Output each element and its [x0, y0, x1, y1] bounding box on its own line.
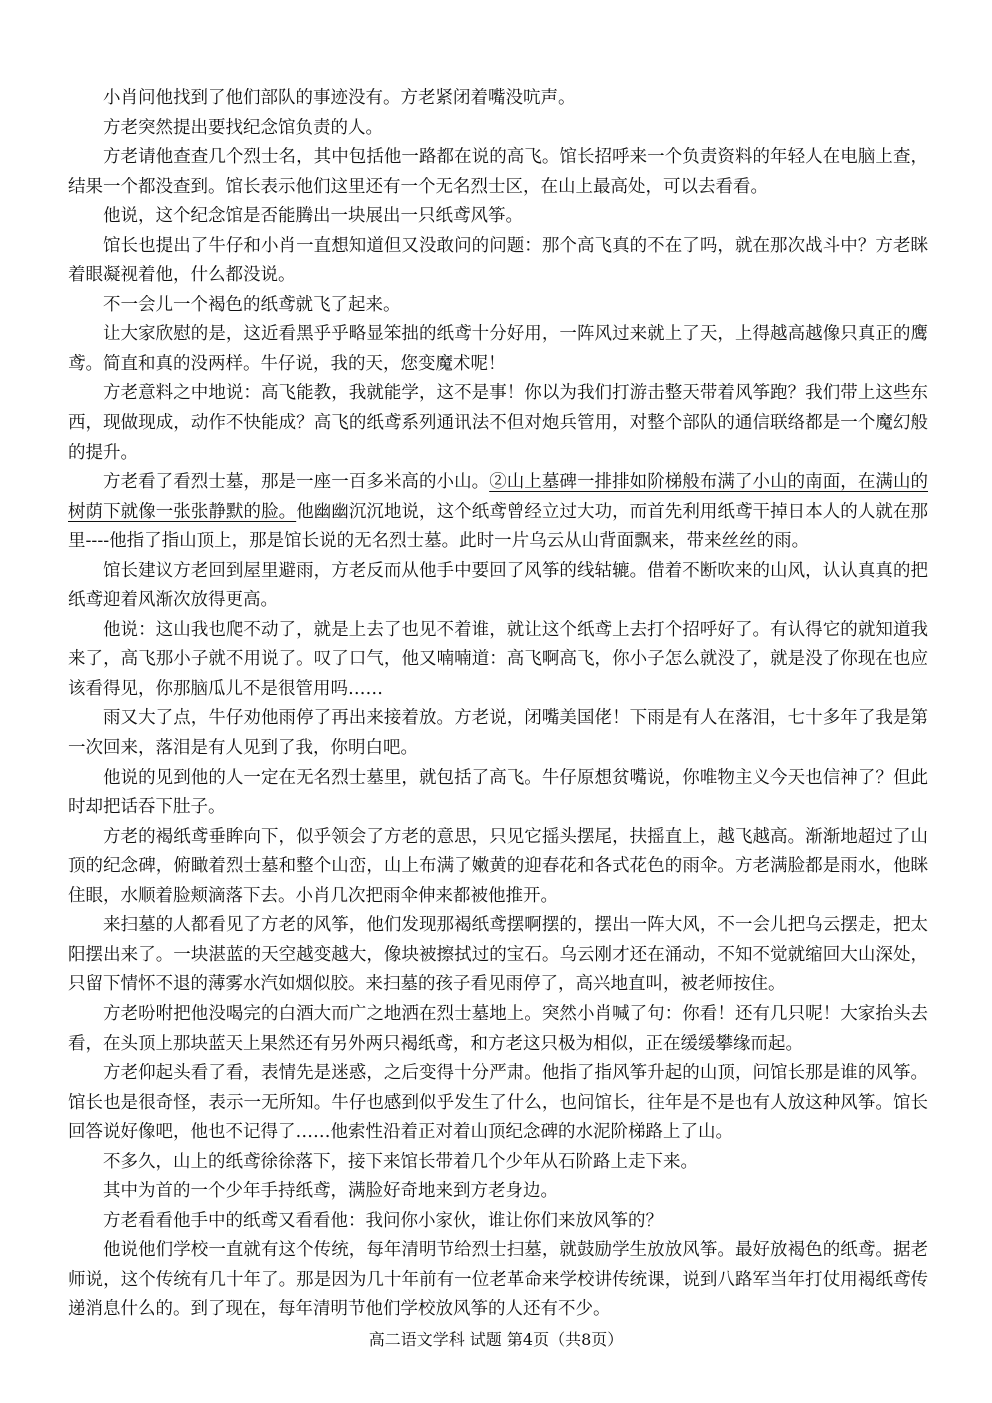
- paragraph: 不多久，山上的纸鸢徐徐落下，接下来馆长带着几个少年从石阶路上走下来。: [103, 1151, 698, 1172]
- paragraph: 方老看看他手中的纸鸢又看看他：我问你小家伙，谁让你们来放风筝的？: [103, 1210, 663, 1231]
- paragraph: 他说，这个纪念馆是否能腾出一块展出一只纸鸢风筝。: [103, 206, 523, 227]
- paragraph: 其中为首的一个少年手持纸鸢，满脸好奇地来到方老身边。: [103, 1181, 558, 1202]
- article-body: [68, 84, 928, 1325]
- underlined-sentence-2: ②山上墓碑一排排如阶梯般布满了小山的南面，在满山的树荫下就像一张张静默的脸。: [68, 472, 929, 522]
- paragraph: 方老吩咐把他没喝完的白酒大而广之地洒在烈士墓地上。突然小肖喊了句：你看！还有几只呢！大家抬头去看，在头顶上那块蓝天上果然还有另外两只褐纸鸢，和方老这只极为相似，正在缓缓攀缘而起。: [68, 1003, 928, 1054]
- paragraph: 不一会儿一个褐色的纸鸢就飞了起来。: [103, 294, 401, 315]
- page-footer: 高二语文学科 试题 第4页（共8页）: [368, 1330, 624, 1349]
- paragraph: 方老的褐纸鸢垂眸向下，似乎领会了方老的意思，只见它摇头摆尾，扶摇直上，越飞越高。渐渐地超过了山顶的纪念碑，俯瞰着烈士墓和整个山峦，山上布满了嫩黄的迎春花和各式花色的雨伞。方老满脸都是雨水，他眯住眼，水顺着脸颊滴落下去。小肖几次把雨伞伸来都被他推开。: [68, 826, 928, 906]
- paragraph: 小肖问他找到了他们部队的事迹没有。方老紧闭着嘴没吭声。: [103, 88, 576, 108]
- paragraph: 方老突然提出要找纪念馆负责的人。: [103, 117, 383, 138]
- paragraph: 他说他们学校一直就有这个传统，每年清明节给烈士扫墓，就鼓励学生放放风筝。最好放褐色的纸鸢。据老师说，这个传统有几十年了。那是因为几十年前有一位老革命来学校讲传统课，说到八路军当年打仗用褐纸鸢传递消息什么的。到了现在，每年清明节他们学校放风筝的人还有不少。: [68, 1240, 928, 1320]
- paragraph-text: 他幽幽沉沉地说，这个纸鸢曾经立过大功，而首先利用纸鸢干掉日本人的人就在那里----他指了指山顶上，那是馆长说的无名烈士墓。此时一片乌云从山背面飘来，带来丝丝的雨。: [68, 501, 929, 552]
- paragraph: 馆长也提出了牛仔和小肖一直想知道但又没敢问的问题：那个高飞真的不在了吗，就在那次战斗中？方老眯着眼凝视着他，什么都没说。: [68, 235, 928, 286]
- paragraph-text: 方老看了看烈士墓，那是一座一百多米高的小山。: [103, 472, 490, 493]
- paragraph: 他说：这山我也爬不动了，就是上去了也见不着谁，就让这个纸鸢上去打个招呼好了。有认得它的就知道我来了，高飞那小子就不用说了。叹了口气，他又喃喃道：高飞啊高飞，你小子怎么就没了，就是没了你现在也应该看得见，你那脑瓜儿不是很管用吗……: [68, 619, 928, 699]
- paragraph: 他说的见到他的人一定在无名烈士墓里，就包括了高飞。牛仔原想贫嘴说，你唯物主义今天也信神了？但此时却把话吞下肚子。: [68, 767, 928, 818]
- paragraph: 方老请他查查几个烈士名，其中包括他一路都在说的高飞。馆长招呼来一个负责资料的年轻人在电脑上查，结果一个都没查到。馆长表示他们这里还有一个无名烈士区，在山上最高处，可以去看看。: [68, 147, 928, 197]
- paragraph: 馆长建议方老回到屋里避雨，方老反而从他手中要回了风筝的线轱辘。借着不断吹来的山风，认认真真的把纸鸢迎着风渐次放得更高。: [68, 560, 928, 611]
- paragraph: 雨又大了点，牛仔劝他雨停了再出来接着放。方老说，闭嘴美国佬！下雨是有人在落泪，七十多年了我是第一次回来，落泪是有人见到了我，你明白吧。: [68, 708, 928, 759]
- paragraph-with-underline: [68, 468, 928, 557]
- paragraph: 方老意料之中地说：高飞能教，我就能学，这不是事！你以为我们打游击整天带着风筝跑？我们带上这些东西，现做现成，动作不快能成？高飞的纸鸢系列通讯法不但对炮兵管用，对整个部队的通信联络都是一个魔幻般的提升。: [68, 383, 928, 463]
- paragraph: 来扫墓的人都看见了方老的风筝，他们发现那褐纸鸢摆啊摆的，摆出一阵大风，不一会儿把乌云摆走，把太阳摆出来了。一块湛蓝的天空越变越大，像块被擦拭过的宝石。乌云刚才还在涌动，不知不觉就缩回大山深处，只留下情怀不退的薄雾水汽如烟似胶。来扫墓的孩子看见雨停了，高兴地直叫，被老师按住。: [68, 915, 928, 995]
- paragraph: 让大家欣慰的是，这近看黑乎乎略显笨拙的纸鸢十分好用，一阵风过来就上了天，上得越高越像只真正的鹰鸢。简直和真的没两样。牛仔说，我的天，您变魔术呢！: [68, 324, 928, 374]
- paragraph: 方老仰起头看了看，表情先是迷惑，之后变得十分严肃。他指了指风筝升起的山顶，问馆长那是谁的风筝。馆长也是很奇怪，表示一无所知。牛仔也感到似乎发生了什么，也问馆长，往年是不是也有人放这种风筝。馆长回答说好像吧，他也不记得了……他索性沿着正对着山顶纪念碑的水泥阶梯路上了山。: [68, 1063, 928, 1143]
